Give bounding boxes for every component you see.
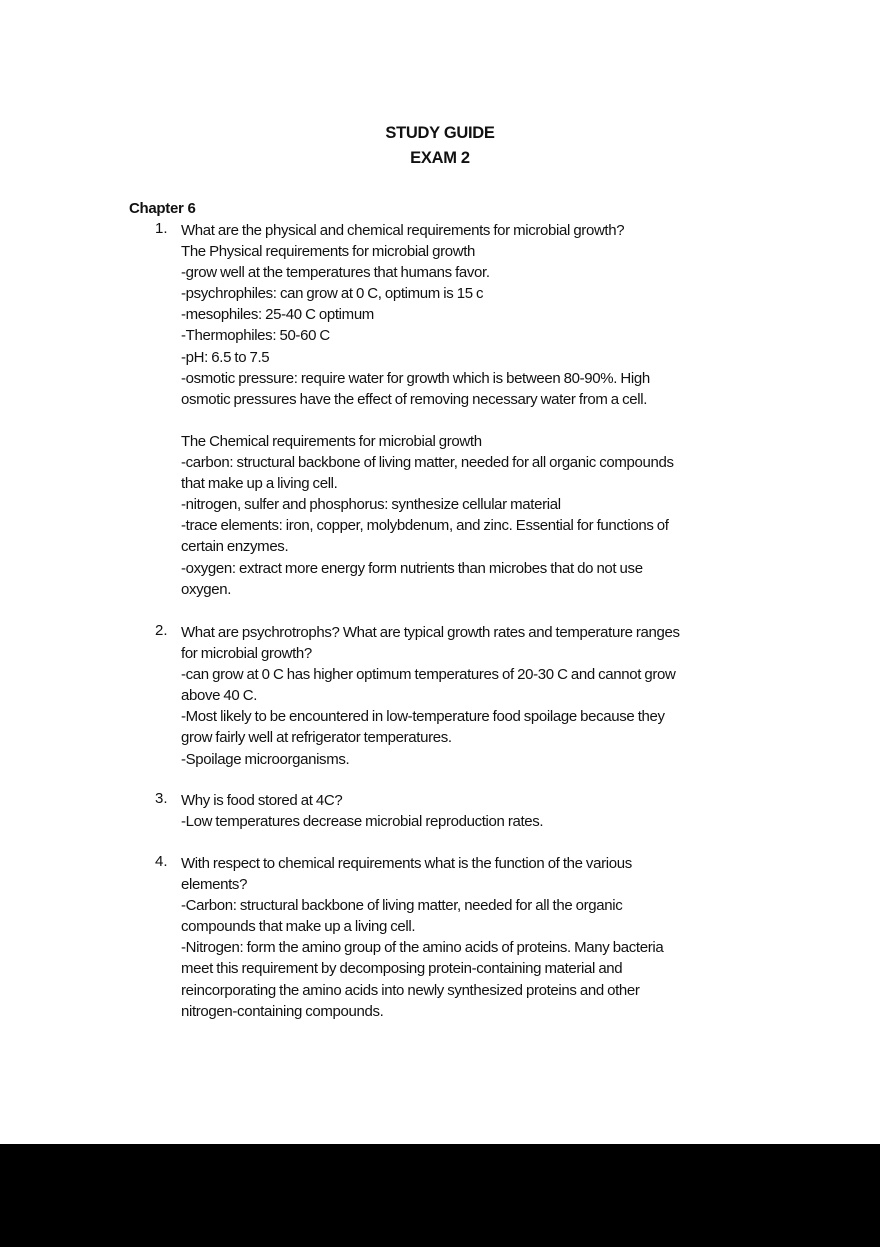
- item-number: 4.: [155, 853, 168, 870]
- item-number: 1.: [155, 220, 168, 237]
- answer-line: -Low temperatures decrease microbial reproduction rates.: [181, 813, 544, 831]
- answer-line: -trace elements: iron, copper, molybdenum, and zinc. Essential for functions of: [181, 517, 669, 535]
- answer-line: nitrogen-containing compounds.: [181, 1002, 384, 1020]
- chapter-heading: Chapter 6: [129, 200, 196, 217]
- answer-line: The Physical requirements for microbial growth: [181, 243, 476, 261]
- answer-line: -Thermophiles: 50-60 C: [181, 327, 330, 345]
- paragraph-gap: [181, 410, 756, 431]
- answer-line: reincorporating the amino acids into newly synthesized proteins and other: [181, 981, 640, 999]
- question-text: for microbial growth?: [181, 645, 312, 663]
- answer-line: that make up a living cell.: [181, 475, 338, 493]
- answer-line: -Most likely to be encountered in low-temperature food spoilage because they: [181, 708, 665, 726]
- answer-line: The Chemical requirements for microbial growth: [181, 432, 482, 450]
- answer-line: certain enzymes.: [181, 538, 289, 556]
- answer-line: -pH: 6.5 to 7.5: [181, 348, 270, 366]
- answer-line: meet this requirement by decomposing protein-containing material and: [181, 960, 623, 978]
- answer-line: -can grow at 0 C has higher optimum temperatures of 20-30 C and cannot grow: [181, 666, 676, 684]
- answer-line: -oxygen: extract more energy form nutrients than microbes that do not use: [181, 559, 643, 577]
- document-subtitle: EXAM 2: [410, 149, 470, 167]
- question-text: What are psychrotrophs? What are typical growth rates and temperature ranges: [181, 624, 680, 641]
- bottom-black-bar: [0, 1144, 880, 1247]
- item-body: [181, 790, 756, 832]
- item-number: 2.: [155, 622, 168, 639]
- question-text: elements?: [181, 876, 248, 894]
- answer-line: osmotic pressures have the effect of removing necessary water from a cell.: [181, 390, 648, 408]
- item-number: 3.: [155, 790, 168, 807]
- item-body: [181, 220, 756, 600]
- answer-line: -Nitrogen: form the amino group of the amino acids of proteins. Many bacteria: [181, 939, 664, 957]
- answer-line: -osmotic pressure: require water for growth which is between 80-90%. High: [181, 369, 650, 387]
- item-body: [181, 622, 756, 770]
- question-text: Why is food stored at 4C?: [181, 792, 343, 809]
- answer-line: above 40 C.: [181, 687, 258, 705]
- document-title: STUDY GUIDE: [385, 124, 495, 142]
- answer-line: -Spoilage microorganisms.: [181, 750, 350, 768]
- item-body: [181, 853, 756, 1022]
- answer-line: -grow well at the temperatures that humans favor.: [181, 264, 490, 282]
- answer-line: -mesophiles: 25-40 C optimum: [181, 306, 374, 324]
- answer-line: -nitrogen, sulfer and phosphorus: synthesize cellular material: [181, 496, 561, 514]
- answer-line: compounds that make up a living cell.: [181, 918, 416, 936]
- question-text: With respect to chemical requirements what is the function of the various: [181, 855, 632, 872]
- question-text: What are the physical and chemical requirements for microbial growth?: [181, 222, 625, 239]
- answer-line: oxygen.: [181, 580, 232, 598]
- answer-line: -psychrophiles: can grow at 0 C, optimum is 15 c: [181, 285, 484, 303]
- answer-line: -carbon: structural backbone of living matter, needed for all organic compounds: [181, 454, 674, 472]
- answer-line: -Carbon: structural backbone of living matter, needed for all the organic: [181, 897, 623, 915]
- answer-line: grow fairly well at refrigerator temperatures.: [181, 729, 452, 747]
